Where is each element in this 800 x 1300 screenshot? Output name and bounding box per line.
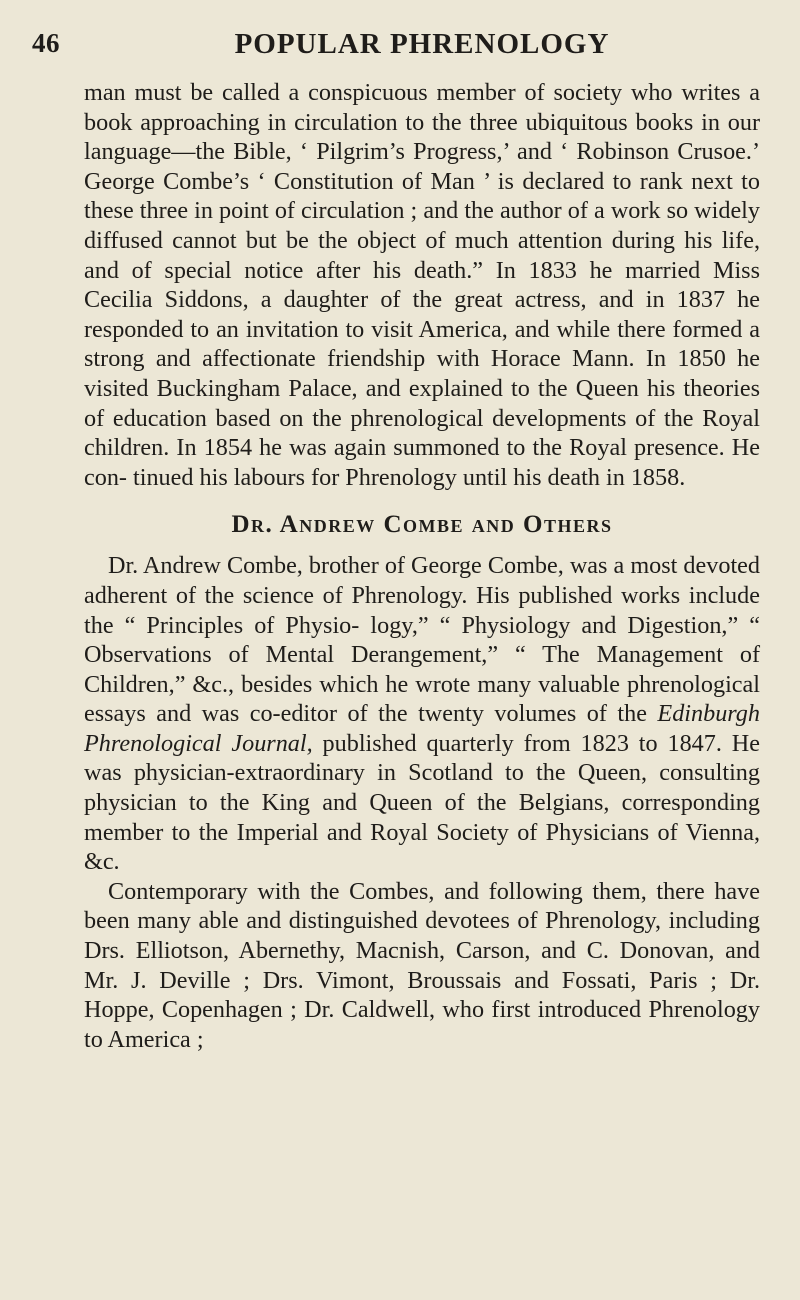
running-head — [32, 28, 760, 78]
section-heading: Dr. Andrew Combe and Others — [231, 511, 613, 539]
body-paragraph-1: man must be called a conspicuous member of society who writes a book approaching in circulation to the three ubiquitous books in our language—the Bible, ‘ Pilgrim’s Progress,’ and ‘ Robinson Crusoe.’ George Combe’s ‘ Constitution of Man ’ is declared to rank next to these three in point of circulation ; and the author of a work so widely diffused cannot but be the object of much attention during his life, and of special notice after his death.” In 1833 he married Miss Cecilia Siddons, a daughter of the great actress, and in 1837 he responded to an invitation to visit America, and while there formed a strong and affectionate friendship with Horace Mann. In 1850 he visited Buckingham Palace, and explained to the Queen his theories of education based on the phrenological developments of the Royal children. In 1854 he was again summoned to the Royal presence. He con- tinued his labours for Phrenology until his death in 1858. — [84, 79, 760, 491]
book-page — [32, 28, 760, 1054]
paragraph-2-text-end: published quarterly from 1823 to 1847. He was physician-extraordinary in Scotland to the Queen, consulting physician to the King and Queen of the Belgians, corresponding member to the Imperial and Royal Society of Physicians of Vienna, &c. — [84, 729, 760, 876]
body-paragraph-3: Contemporary with the Combes, and following them, there have been many able and distinguished devotees of Phrenology, including Drs. Elliotson, Abernethy, Macnish, Carson, and C. Donovan, and Mr. J. Deville ; Drs. Vimont, Broussais and Fossati, Paris ; Dr. Hoppe, Copenhagen ; Dr. Caldwell, who first introduced Phrenology to America ; — [84, 877, 760, 1053]
running-title: POPULAR PHRENOLOGY — [234, 28, 610, 60]
body-paragraph-2 — [84, 551, 760, 877]
paragraph-2-text-start: Dr. Andrew Combe, brother of George Combe, was a most devoted adherent of the science of Phrenology. His published works include the “ Principles of Physio- logy,” “ Physiology and Digestion,” “ Observations of Mental Derangement,” “ The Management of Children,” &c., besides which he wrote many valuable phrenological essays and was co-editor of the twenty volumes of the — [84, 552, 760, 728]
page-number: 46 — [32, 28, 60, 58]
journal-title: Edinburgh Phrenological Journal, — [84, 700, 760, 757]
